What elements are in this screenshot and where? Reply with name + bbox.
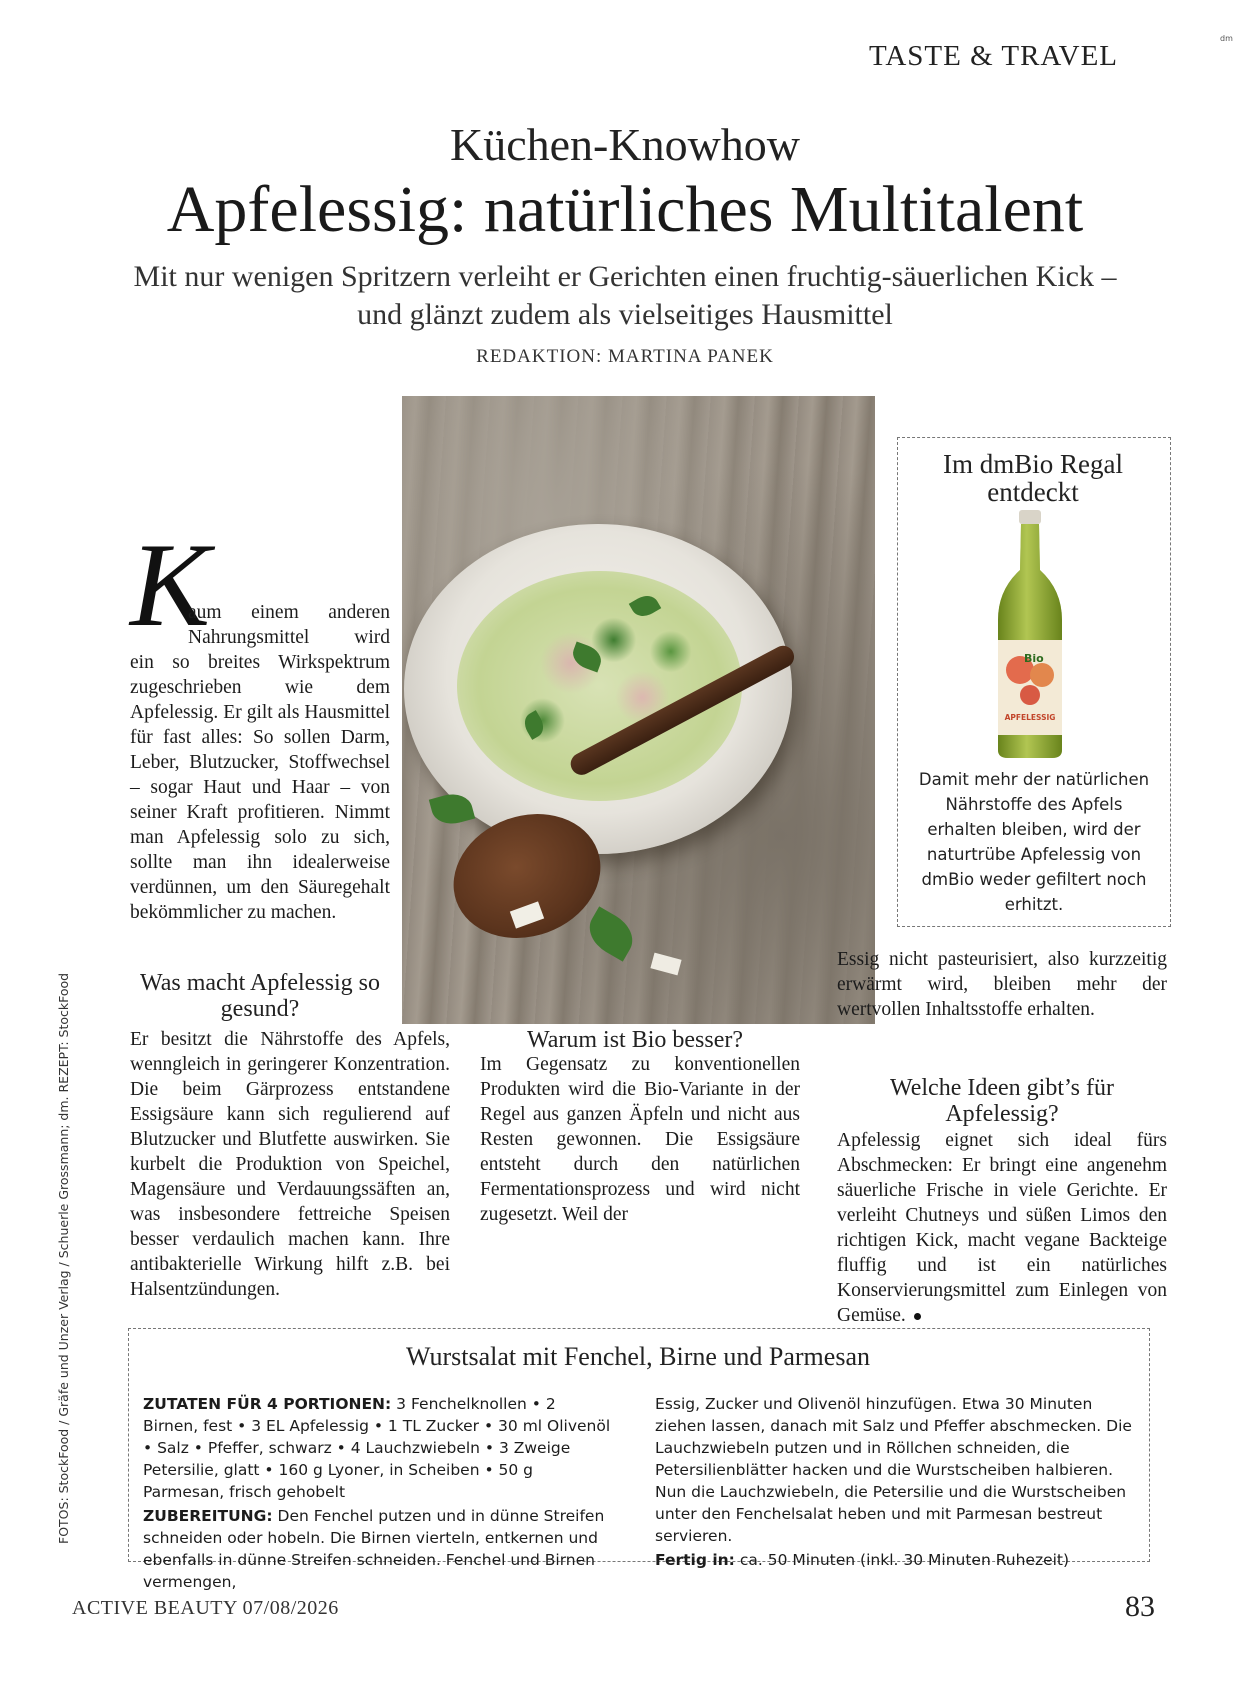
section1-heading: Was macht Apfelessig so gesund? [139,970,381,1022]
subtitle: Mit nur wenigen Spritzern verleiht er Gerichten einen fruchtig-säuerlichen Kick – und glänzt zudem als vielseitiges Hausmittel [133,260,1117,331]
section3-heading: Welche Ideen gibt’s für Apfelessig? [890,1075,1114,1127]
section-label: TASTE & TRAVEL [868,40,1118,72]
kicker: Küchen-Knowhow [449,119,801,170]
bottle-brand: Bio [1024,652,1044,665]
product-box-title: Im dmBio Regal entdeckt [943,449,1123,507]
recipe-time [655,1549,1135,1571]
section1-text: Er besitzt die Nährstoffe des Apfels, wenngleich in geringerer Konzentration. Die beim Gärprozess entstandene Essigsäure kann sich regulierend auf Blutzucker und Blutfette auswirken. Sie kurbelt die Produktion von Speichel, Magensäure und Verdauungssäften an, was insbesondere fettreiche Speisen besser verdaulich machen kann. Ihre antibakterielle Wirkung hilft z.B. bei Halsentzündungen. [130,1029,450,1300]
photo-credit: FOTOS: StockFood / Gräfe und Unzer Verlag / Schuerle Grossmann; dm. REZEPT: StockFood [56,972,71,1544]
section2-continued: Essig nicht pasteurisiert, also kurzzeitig erwärmt wird, bleiben mehr der wertvollen Inhaltsstoffe erhalten. [837,949,1167,1020]
intro-line-2: Nahrungsmittel wird [188,627,390,648]
recipe-right-column [655,1393,1135,1571]
section2-text: Im Gegensatz zu konventionellen Produkten wird die Bio-Variante in der Regel aus ganzen Äpfeln und nicht aus Resten gewonnen. Die Essigsäure entsteht durch den natürlichen Fermentationsprozess und wird nicht zugesetzt. Weil der [480,1054,800,1225]
page-title: Apfelessig: natürliches Multitalent [166,173,1084,246]
intro-first-lines [188,600,390,650]
recipe-ingredients [143,1393,613,1503]
time-text: ca. 50 Minuten (inkl. 30 Minuten Ruhezeit) [739,1551,1070,1569]
preparation-continued: Essig, Zucker und Olivenöl hinzufügen. Etwa 30 Minuten ziehen lassen, danach mit Salz und Pfeffer abschmecken. Die Lauchzwiebeln putzen und in Röllchen schneiden, die Petersilienblätter hacken und die Wurstscheiben halbieren. Nun die Lauchzwiebeln, die Petersilie und die Wurstscheiben unter den Fenchelsalat heben und mit Parmesan bestreut servieren. [655,1395,1132,1545]
parmesan-shaving-image [650,953,681,976]
section3-text [837,1128,1167,1328]
parsley-leaf-icon [581,906,641,961]
recipe-preparation [143,1505,613,1593]
time-label: Fertig in: [655,1551,735,1569]
ingredients-text: 3 Fenchelknollen • 2 Birnen, fest • 3 EL Apfelessig • 1 TL Zucker • 30 ml Olivenöl • Salz • Pfeffer, schwarz • 4 Lauchzwiebeln • 3 Zweige Petersilie, glatt • 160 g Lyoner, in Scheiben • 50 g Parmesan, frisch gehobelt [143,1395,611,1501]
byline: REDAKTION: MARTINA PANEK [476,346,774,367]
dropcap: K [130,518,211,651]
intro-text: ein so breites Wirkspektrum zugeschrieben wie dem Apfelessig. Er gilt als Hausmittel für fast alles: So sollen Darm, Leber, Blutzucker, Stoffwechsel – sogar Haut und Haar – von seiner Kraft profitieren. Nimmt man Apfelessig solo zu sich, sollte man ihn idealerweise verdünnen, um den Säuregehalt bekömmlicher zu machen. [130,652,390,923]
corner-mark: dm [1220,34,1233,43]
vinegar-bottle-icon [990,510,1070,760]
preparation-label: ZUBEREITUNG: [143,1507,273,1525]
recipe-title: Wurstsalat mit Fenchel, Birne und Parmesan [406,1342,870,1371]
section3-text-content: Apfelessig eignet sich ideal fürs Abschmecken: Er bringt eine angenehm säuerliche Frische in viele Gerichte. Er verleiht Chutneys und süßen Limos den richtigen Kick, macht vegane Backteige fluffig und ist ein natürliches Konservierungsmittel zum Einlegen von Gemüse. [837,1130,1167,1326]
intro-line-1: aum einem anderen [188,602,390,623]
ingredients-label: ZUTATEN FÜR 4 PORTIONEN: [143,1395,392,1413]
page-number: 83 [1125,1590,1155,1623]
end-mark-icon [914,1313,921,1320]
product-box-text: Damit mehr der natürlichen Nährstoffe des Apfels erhalten bleiben, wird der naturtrübe Apfelessig von dmBio weder gefiltert noch erhitzt. [918,770,1150,914]
salad-photo [402,396,875,1024]
section2-heading: Warum ist Bio besser? [526,1027,744,1053]
bottle-label: APFELESSIG [1004,713,1056,722]
preparation-text: Den Fenchel putzen und in dünne Streifen schneiden oder hobeln. Die Birnen vierteln, entkernen und ebenfalls in dünne Streifen schneiden. Fenchel und Birnen vermengen, [143,1507,605,1591]
recipe-left-column [143,1393,613,1593]
footer-magazine: ACTIVE BEAUTY 07/08/2026 [72,1597,339,1619]
